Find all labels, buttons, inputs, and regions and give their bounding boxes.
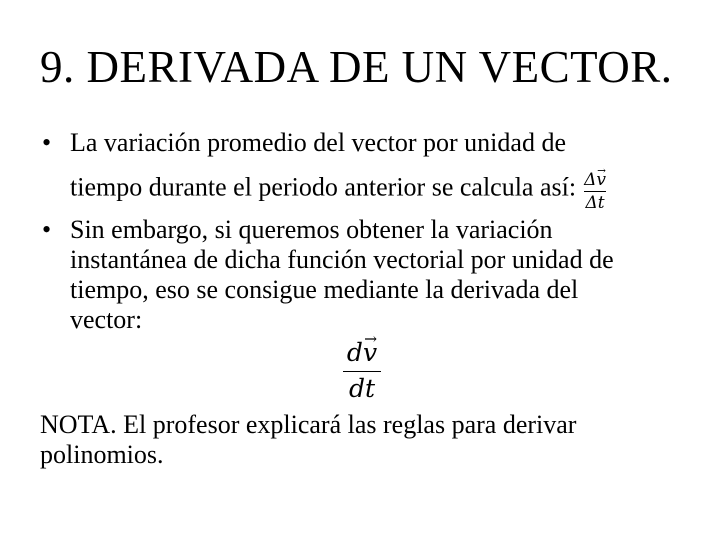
bullet-dot-icon: • [42,215,52,244]
formula-delta-symbol: Δ [584,170,597,190]
bullet-text-line: Sin embargo, si queremos obtener la variación [70,215,553,244]
formula-vector-v: → v [363,338,377,368]
bullet-item-instant-variation [40,215,680,335]
bullet-text-line-with-formula [70,168,680,211]
fraction-bar [343,371,381,372]
note-line: NOTA. El profesor explicará las reglas para derivar [40,410,577,439]
formula-numerator [584,170,606,190]
derivative-formula [337,338,387,404]
bullet-text-line: tiempo durante el periodo anterior se calcula así: [70,172,577,202]
note-paragraph [40,410,680,470]
bullet-dot-icon: • [42,128,52,157]
bullet-text-line: tiempo, eso se consigue mediante la derivada del [70,275,579,304]
formula-denominator: Δt [585,193,605,213]
formula-vector-v: → v [596,170,606,190]
formula-numerator [347,338,377,368]
note-line: polinomios. [40,440,164,469]
slide-title: 9. DERIVADA DE UN VECTOR. [40,42,673,92]
bullet-list [40,128,680,335]
bullet-text-line: instantánea de dicha función vectorial por unidad de [70,245,614,274]
formula-d-symbol: d [346,338,363,367]
fraction-bar [584,191,606,192]
bullet-item-average-variation [40,128,680,211]
bullet-text-line: La variación promedio del vector por unidad de [70,128,566,157]
formula-denominator: dt [348,374,376,403]
average-rate-formula [584,170,606,213]
bullet-text-line: vector: [70,305,143,334]
